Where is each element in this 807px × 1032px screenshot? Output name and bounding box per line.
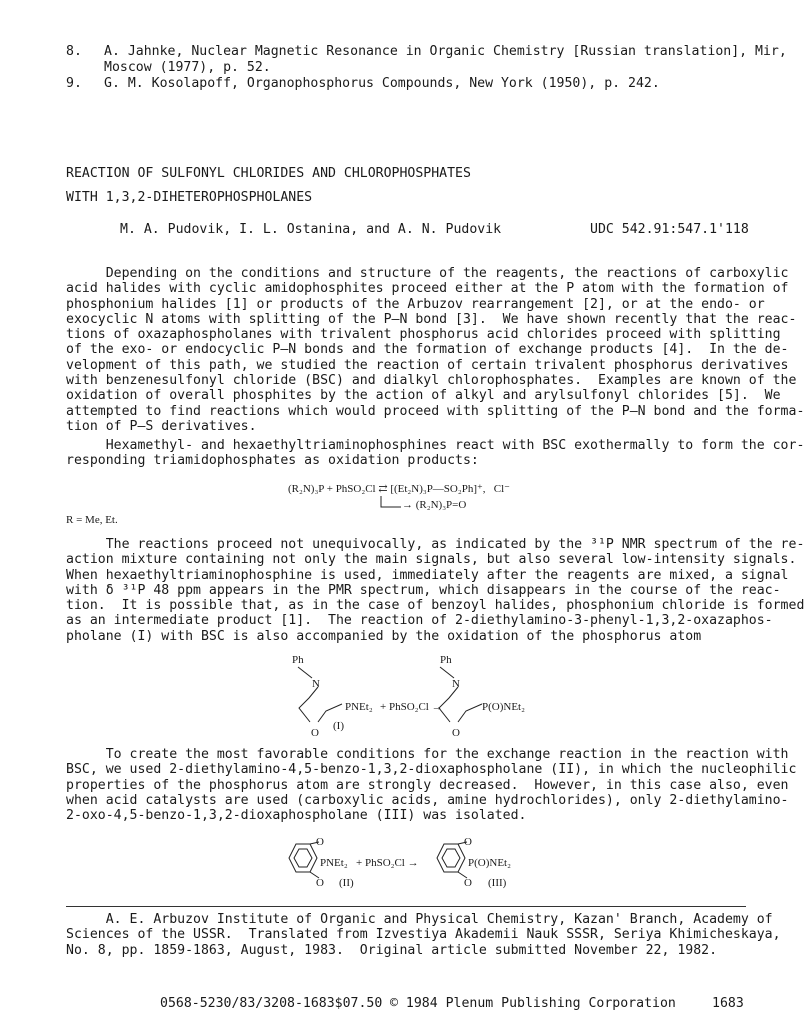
text-line: as an intermediate product [1]. The reaction of 2-diethylamino-3-phenyl-1,3,2-oxazaphos-: [66, 613, 773, 629]
reference-8-number: 8.: [66, 44, 82, 59]
text-line: attempted to find reactions which would proceed with splitting of the P–N bond and the forma-: [66, 403, 805, 419]
oxygen-top-left: O: [316, 836, 324, 848]
text-line: of the exo- or endocyclic P–N bonds and the formation of exchange products [4]. In the de-: [66, 342, 789, 358]
paragraph-hexamethyl: [66, 438, 805, 469]
reference-8-line-1: A. Jahnke, Nuclear Magnetic Resonance in Organic Chemistry [Russian translation], Mir,: [104, 44, 787, 59]
text-line: No. 8, pp. 1859-1863, August, 1983. Original article submitted November 22, 1982.: [66, 942, 718, 958]
text-line: tion. It is possible that, as in the case of benzoyl halides, phosphonium chloride is formed: [66, 598, 805, 614]
text-line: velopment of this path, we studied the reaction of certain trivalent phosphorus derivatives: [66, 357, 789, 373]
text-line: Sciences of the USSR. Translated from Izvestiya Akademii Nauk SSSR, Seriya Khimicheskaya,: [66, 927, 781, 943]
phenyl-label-left: Ph: [292, 654, 304, 666]
text-line: Depending on the conditions and structure of the reagents, the reactions of carboxylic: [66, 266, 789, 281]
reagent-arrow-2: + PhSO₂Cl →: [356, 857, 419, 869]
udc-code: UDC 542.91:547.1'118: [590, 222, 749, 237]
text-line: tion of P–S derivatives.: [66, 418, 257, 434]
reference-9-line-1: G. M. Kosolapoff, Organophosphorus Compounds, New York (1950), p. 242.: [104, 76, 660, 91]
page-number: 1683: [712, 996, 744, 1011]
reagent-arrow-1: + PhSO₂Cl →: [380, 701, 443, 713]
text-line: acid halides with cyclic amidophosphites proceed either at the P atom with the formation of: [66, 281, 789, 297]
reference-9-number: 9.: [66, 76, 82, 91]
oxygen-label-left: O: [311, 727, 319, 739]
text-line: When hexaethyltriaminophosphine is used, immediately after the reagents are mixed, a signal: [66, 567, 789, 583]
nitrogen-label-left: N: [312, 678, 320, 690]
text-line: phosphonium halides [1] or products of the Arbuzov rearrangement [2], or at the endo- or: [66, 296, 765, 312]
text-line: when acid catalysts are used (carboxylic acids, amine hydrochlorides), only 2-diethylamino-: [66, 792, 789, 808]
text-line: A. E. Arbuzov Institute of Organic and Physical Chemistry, Kazan' Branch, Academy of: [66, 912, 773, 927]
text-line: with δ ³¹P 48 ppm appears in the PMR spectrum, which disappears in the course of the reac-: [66, 582, 781, 598]
paragraph-intro: [66, 266, 805, 434]
text-line: The reactions proceed not unequivocally, as indicated by the ³¹P NMR spectrum of the re-: [66, 537, 805, 552]
compound-III-label: (III): [488, 877, 507, 889]
phosphorus-amide-label-2: PNEt₂: [320, 857, 348, 869]
phenyl-label-right: Ph: [440, 654, 452, 666]
affiliation-footnote: [66, 912, 781, 958]
compound-I-label: (I): [333, 720, 344, 732]
oxygen-bottom-right: O: [464, 877, 472, 889]
equation-line-1: (R₂N)₃P + PhSO₂Cl ⇄ [(Et₂N)₃P—SO₂Ph]⁺, Cl⁻: [288, 483, 510, 495]
text-line: responding triamidophosphates as oxidation products:: [66, 453, 479, 469]
oxidized-ring-icon: [430, 664, 490, 734]
text-line: To create the most favorable conditions for the exchange reaction in the reaction with: [66, 747, 789, 762]
oxygen-top-right: O: [464, 836, 472, 848]
text-line: 2-oxo-4,5-benzo-1,3,2-dioxaphospholane (III) was isolated.: [66, 808, 527, 824]
oxygen-bottom-left: O: [316, 877, 324, 889]
journal-code: 0568-5230/83/3208-1683$07.50: [160, 996, 383, 1011]
article-title-line-1: REACTION OF SULFONYL CHLORIDES AND CHLOROPHOSPHATES: [66, 166, 471, 181]
text-line: BSC, we used 2-diethylamino-4,5-benzo-1,3,2-dioxaphospholane (II), in which the nucleophilic: [66, 762, 797, 778]
branch-arrow-icon: [380, 496, 402, 512]
nitrogen-label-right: N: [452, 678, 460, 690]
text-line: tions of oxazaphospholanes with trivalent phosphorus acid chlorides proceed with splitting: [66, 327, 781, 343]
article-title-line-2: WITH 1,3,2-DIHETEROPHOSPHOLANES: [66, 190, 313, 205]
text-line: oxidation of overall phosphites by the action of alkyl and arylsulfonyl chlorides [5]. We: [66, 388, 781, 404]
r-definition: R = Me, Et.: [66, 514, 118, 526]
text-line: with benzenesulfonyl chloride (BSC) and dialkyl chlorophosphates. Examples are known of the: [66, 373, 797, 389]
paragraph-nmr: [66, 537, 805, 644]
oxygen-label-right: O: [452, 727, 460, 739]
text-line: properties of the phosphorus atom are strongly decreased. However, in this case also, even: [66, 777, 789, 793]
compound-II-label: (II): [339, 877, 354, 889]
text-line: exocyclic N atoms with splitting of the P–N bond [3]. We have shown recently that the reac-: [66, 311, 797, 327]
reference-8-line-2: Moscow (1977), p. 52.: [104, 60, 271, 75]
article-authors: M. A. Pudovik, I. L. Ostanina, and A. N. Pudovik: [120, 222, 502, 237]
footnote-divider: [66, 906, 746, 907]
text-line: action mixture containing not only the main signals, but also several low-intensity signals.: [66, 552, 797, 568]
equation-line-2: → (R₂N)₃P=O: [402, 499, 467, 511]
text-line: pholane (I) with BSC is also accompanied by the oxidation of the phosphorus atom: [66, 628, 702, 644]
paragraph-benzo: [66, 747, 797, 824]
phosphoryl-amide-label: P(O)NEt₂: [482, 701, 525, 713]
copyright-notice: © 1984 Plenum Publishing Corporation: [390, 996, 676, 1011]
phosphorus-amide-label: PNEt₂: [345, 701, 373, 713]
phosphoryl-amide-label-2: P(O)NEt₂: [468, 857, 511, 869]
oxazaphospholane-ring-icon: [290, 664, 350, 734]
text-line: Hexamethyl- and hexaethyltriaminophosphines react with BSC exothermally to form the cor-: [66, 438, 805, 453]
